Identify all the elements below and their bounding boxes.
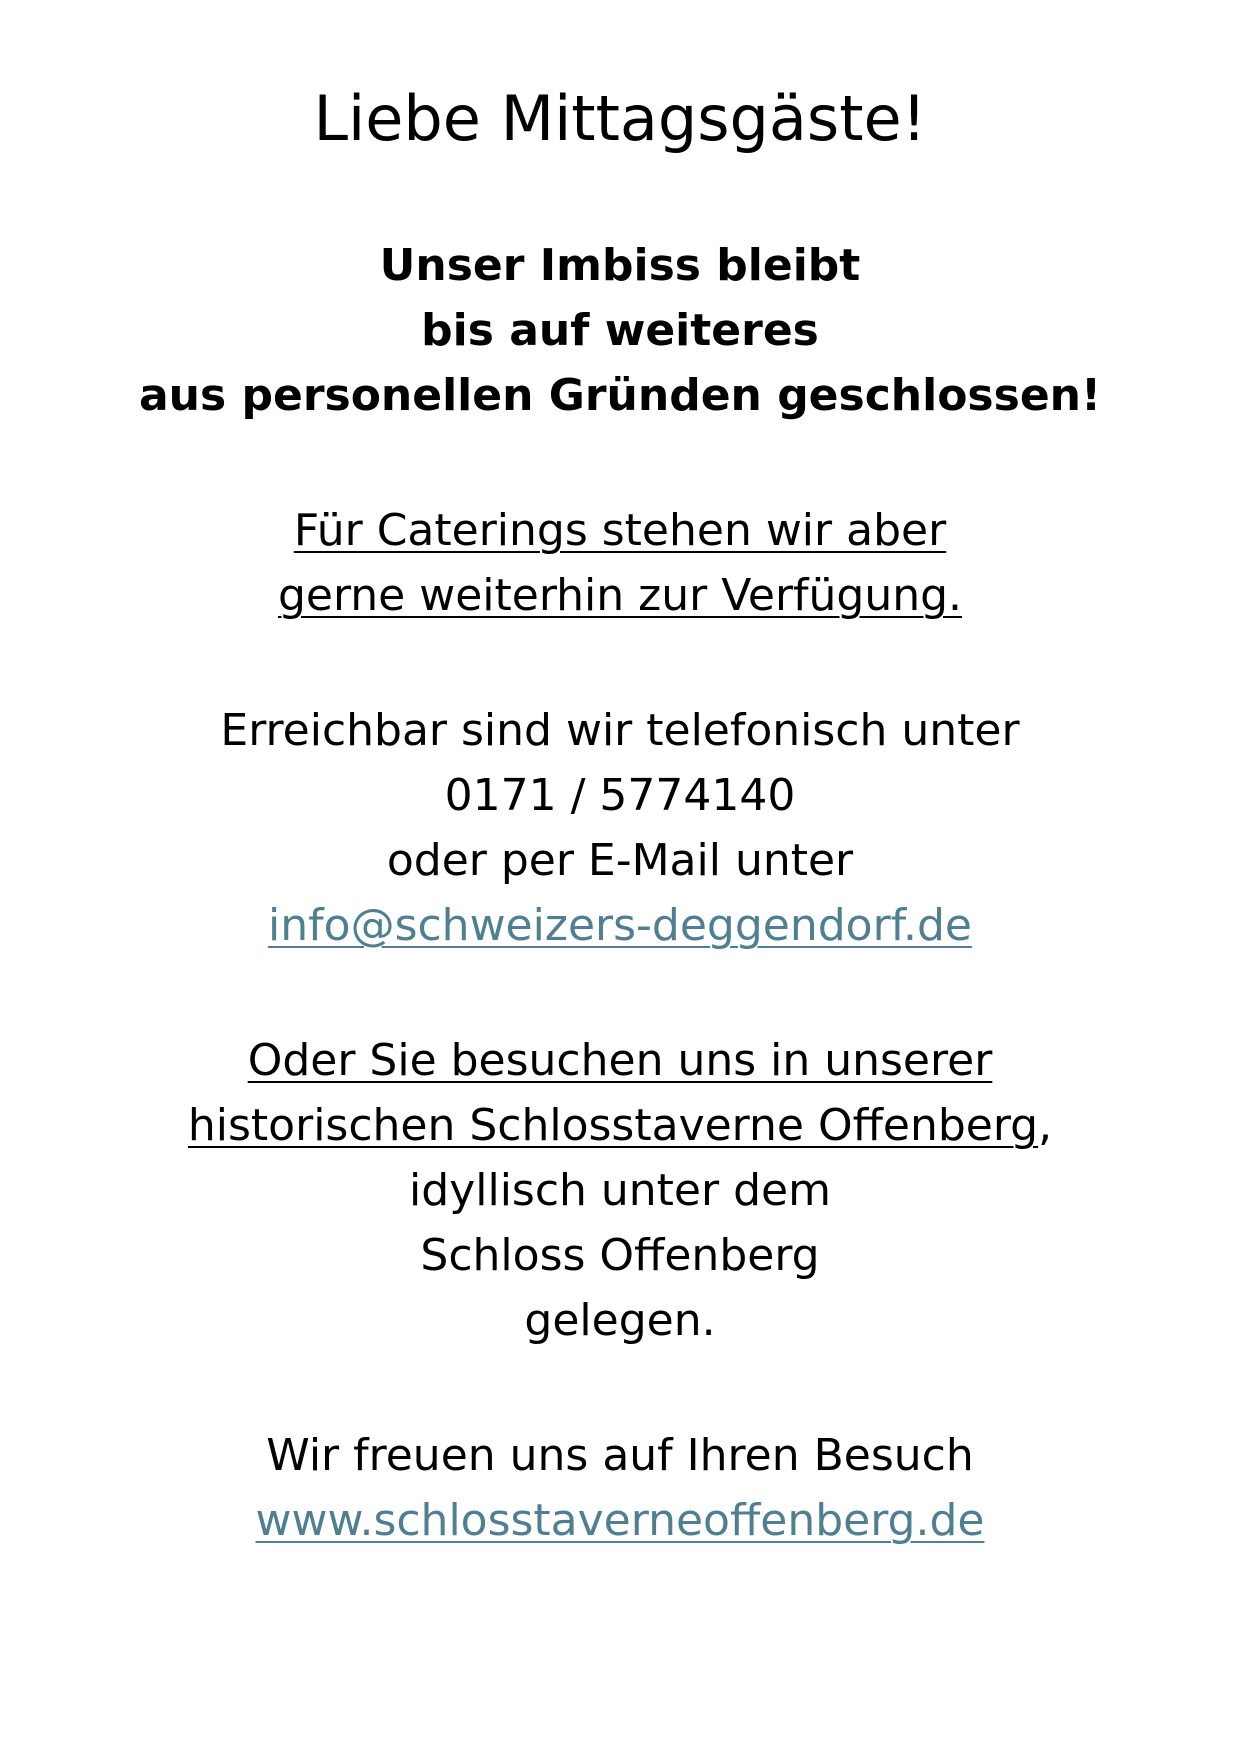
tavern-line-2-comma: ,	[1038, 1100, 1053, 1151]
website-link[interactable]: www.schlosstaverneoffenberg.de	[255, 1495, 985, 1546]
catering-line-1-text: Für Caterings stehen wir aber	[293, 505, 947, 556]
phone-intro: Erreichbar sind wir telefonisch unter	[220, 705, 1020, 756]
website-link-row	[0, 1495, 1240, 1546]
email-link[interactable]: info@schweizers-deggendorf.de	[268, 900, 972, 951]
tavern-line-4: Schloss Offenberg	[420, 1230, 820, 1281]
tavern-line-1	[0, 1035, 1240, 1086]
tavern-line-1-text: Oder Sie besuchen uns in unserer	[247, 1035, 993, 1086]
closure-notice-line-2: bis auf weiteres	[421, 305, 819, 356]
tavern-line-2	[0, 1100, 1240, 1151]
page-title: Liebe Mittagsgäste!	[313, 82, 927, 155]
tavern-line-2-text: historischen Schlosstaverne Offenberg	[187, 1100, 1039, 1151]
catering-line-1	[0, 505, 1240, 556]
phone-number[interactable]: 0171 / 5774140	[444, 770, 796, 821]
closure-notice-line-1: Unser Imbiss bleibt	[379, 240, 861, 291]
email-link-row	[0, 900, 1240, 951]
closing-text: Wir freuen uns auf Ihren Besuch	[266, 1430, 974, 1481]
tavern-line-5: gelegen.	[524, 1295, 716, 1346]
catering-line-2-text: gerne weiterhin zur Verfügung.	[277, 570, 963, 621]
closure-notice-line-3: aus personellen Gründen geschlossen!	[138, 370, 1102, 421]
email-intro: oder per E-Mail unter	[386, 835, 854, 886]
tavern-line-3: idyllisch unter dem	[409, 1165, 831, 1216]
catering-line-2	[0, 570, 1240, 621]
